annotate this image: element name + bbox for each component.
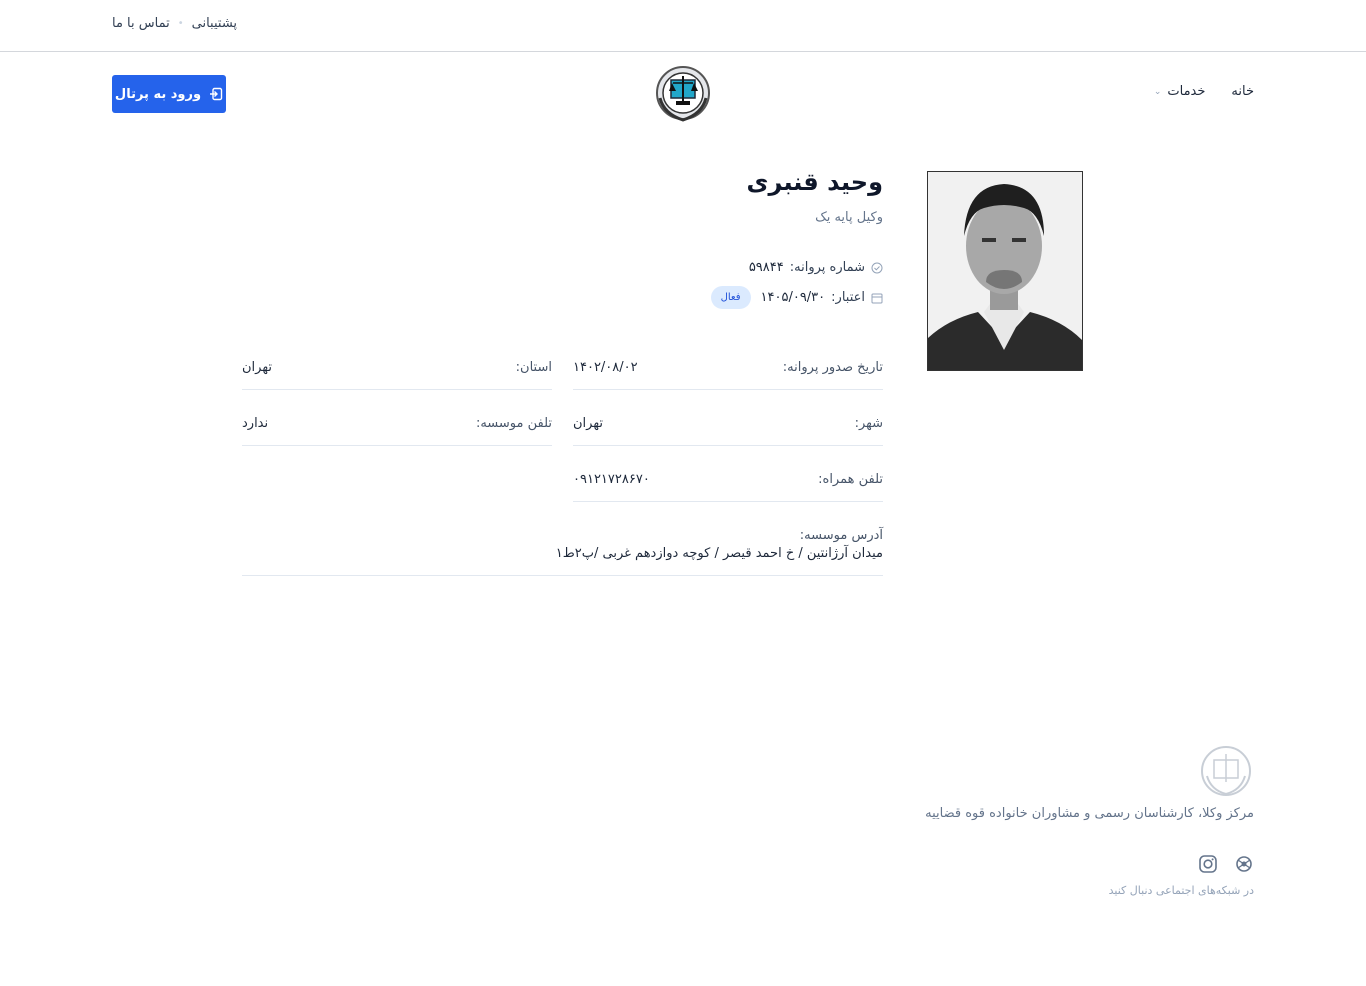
footer-org-name: مرکز وکلا، کارشناسان رسمی و مشاوران خانواده قوه قضاییه — [925, 806, 1254, 821]
province-value: تهران — [242, 360, 272, 375]
lawyer-title: وکیل پایه یک — [815, 210, 883, 225]
address-field — [242, 528, 883, 576]
province-field — [242, 350, 552, 390]
license-row — [749, 260, 883, 275]
nav-services[interactable] — [1154, 84, 1206, 99]
issue-date-value: ۱۴۰۲/۰۸/۰۲ — [573, 360, 638, 375]
calendar-icon — [871, 292, 883, 304]
city-label: شهر: — [854, 416, 883, 431]
separator-dot: • — [177, 18, 184, 29]
nav-home-label: خانه — [1231, 84, 1254, 99]
mobile-field — [573, 462, 883, 502]
support-link[interactable]: پشتیبانی — [191, 16, 238, 31]
main-nav — [1154, 84, 1254, 99]
mobile-value[interactable]: ۰۹۱۲۱۷۲۸۶۷۰ — [573, 472, 650, 487]
license-number: ۵۹۸۴۴ — [748, 260, 784, 275]
social-links — [1198, 854, 1254, 874]
city-field — [573, 406, 883, 446]
office-phone-field — [242, 406, 552, 446]
validity-row — [711, 286, 883, 309]
judiciary-logo[interactable] — [654, 64, 712, 124]
validity-date: ۱۴۰۵/۰۹/۳۰ — [760, 290, 826, 305]
nav-services-label: خدمات — [1167, 84, 1206, 99]
chevron-down-icon: ⌄ — [1153, 86, 1162, 97]
contact-link[interactable]: تماس با ما — [112, 16, 170, 31]
top-bar — [0, 0, 1366, 52]
nav-home[interactable] — [1231, 84, 1254, 99]
login-icon — [209, 87, 223, 101]
city-value: تهران — [573, 416, 603, 431]
top-links — [112, 16, 237, 31]
lawyer-name: وحید قنبری — [746, 168, 883, 196]
issue-date-label: تاریخ صدور پروانه: — [782, 360, 883, 375]
validity-label: اعتبار: — [831, 290, 865, 305]
portal-login-button[interactable] — [112, 75, 226, 113]
lawyer-photo — [927, 171, 1083, 371]
address-label: آدرس موسسه: — [799, 528, 883, 543]
footer-logo — [1199, 744, 1253, 798]
province-label: استان: — [515, 360, 552, 375]
portal-login-label: ورود به پرتال — [114, 86, 202, 102]
license-label: شماره پروانه: — [789, 260, 865, 275]
check-circle-icon — [871, 262, 883, 274]
mobile-label: تلفن همراه: — [818, 472, 883, 487]
status-badge: فعال — [711, 286, 751, 309]
office-phone-value: ندارد — [242, 416, 269, 431]
eitaa-icon[interactable] — [1234, 854, 1254, 874]
office-phone-label: تلفن موسسه: — [475, 416, 552, 431]
address-value: میدان آرژانتین / خ احمد قیصر / کوچه دوازدهم غربی /پ۲ط۱ — [555, 546, 883, 561]
issue-date-field — [573, 350, 883, 390]
footer-follow-text: در شبکه‌های اجتماعی دنبال کنید — [1108, 884, 1254, 897]
instagram-icon[interactable] — [1198, 854, 1218, 874]
